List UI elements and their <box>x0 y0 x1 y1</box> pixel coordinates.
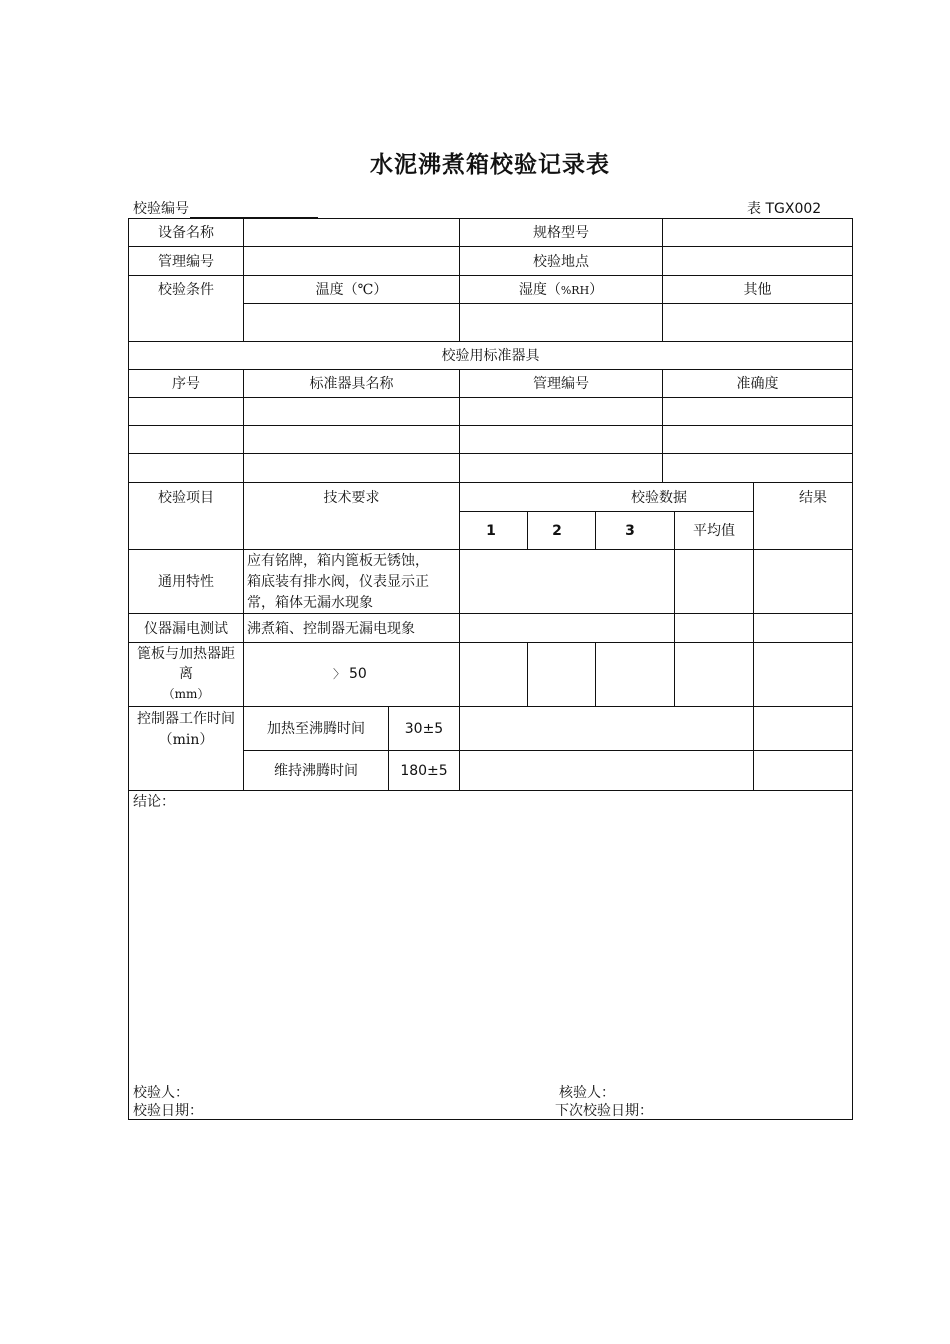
std-row-3-mgmt[interactable] <box>459 453 663 483</box>
grate-data-2-input[interactable] <box>527 642 596 707</box>
general-avg-input[interactable] <box>674 549 754 614</box>
grate-data-1-input[interactable] <box>459 642 528 707</box>
reviewer-label: 核验人： <box>559 1085 615 1101</box>
calibration-number <box>133 198 318 218</box>
grate-label: 篦板与加热器距 离 （mm） <box>128 644 244 704</box>
heat-result-input[interactable] <box>753 706 853 751</box>
std-col-mgmt: 管理编号 <box>533 376 589 392</box>
boil-label: 维持沸腾时间 <box>274 763 358 779</box>
temperature-label: 温度（℃） <box>315 282 388 298</box>
calib-site-input[interactable] <box>662 246 853 276</box>
grate-unit: （mm） <box>162 687 210 701</box>
general-label: 通用特性 <box>158 574 214 590</box>
data-col-avg: 平均值 <box>693 523 735 539</box>
form-code-value: TGX002 <box>765 201 822 217</box>
leak-label: 仪器漏电测试 <box>144 621 228 637</box>
device-name-input[interactable] <box>243 218 460 247</box>
std-row-1-mgmt[interactable] <box>459 397 663 426</box>
grate-data-3-input[interactable] <box>595 642 675 707</box>
calib-site-label: 校验地点 <box>533 254 589 270</box>
data-col-3: 3 <box>625 523 635 539</box>
std-row-3-name[interactable] <box>243 453 460 483</box>
conclusion-label: 结论： <box>133 794 175 810</box>
std-row-1-name[interactable] <box>243 397 460 426</box>
leak-result-input[interactable] <box>753 613 853 643</box>
general-result-input[interactable] <box>753 549 853 614</box>
std-row-2-name[interactable] <box>243 425 460 454</box>
leak-avg-input[interactable] <box>674 613 754 643</box>
heat-label: 加热至沸腾时间 <box>267 721 365 737</box>
form-code <box>747 198 821 218</box>
boil-data-input[interactable] <box>459 750 754 791</box>
spec-model-label: 规格型号 <box>533 225 589 241</box>
humidity-label: 湿度（%RH） <box>518 282 604 298</box>
grate-avg-input[interactable] <box>674 642 754 707</box>
standards-section-title: 校验用标准器具 <box>441 348 540 364</box>
calibration-number-label: 校验编号 <box>133 201 189 217</box>
leak-requirement: 沸煮箱、控制器无漏电现象 <box>247 621 415 637</box>
std-row-1-seq[interactable] <box>128 397 244 426</box>
temperature-input[interactable] <box>243 303 460 342</box>
general-requirement: 应有铭牌，箱内篦板无锈蚀， 箱底装有排水阀，仪表显示正 常，箱体无漏水现象 <box>247 553 429 611</box>
mgmt-no-input[interactable] <box>243 246 460 276</box>
item-col-header: 校验项目 <box>158 490 214 506</box>
general-data-input[interactable] <box>459 549 675 614</box>
mgmt-no-label: 管理编号 <box>158 254 214 270</box>
std-row-3-accuracy[interactable] <box>662 453 853 483</box>
std-row-1-accuracy[interactable] <box>662 397 853 426</box>
data-col-1: 1 <box>486 523 496 539</box>
humidity-input[interactable] <box>459 303 663 342</box>
calib-cond-label: 校验条件 <box>158 282 214 298</box>
data-col-2: 2 <box>552 523 562 539</box>
conclusion-area[interactable] <box>128 790 853 1120</box>
calibration-number-blank[interactable] <box>190 202 318 218</box>
std-row-2-mgmt[interactable] <box>459 425 663 454</box>
heat-data-input[interactable] <box>459 706 754 751</box>
req-col-header: 技术要求 <box>323 490 380 506</box>
grate-requirement: 〉 50 <box>333 666 367 682</box>
spec-model-input[interactable] <box>662 218 853 247</box>
ctrl-label: 控制器工作时间 （min） <box>137 711 235 748</box>
result-col-header: 结果 <box>799 490 827 506</box>
std-col-accuracy: 准确度 <box>736 376 779 392</box>
std-col-seq: 序号 <box>172 376 200 392</box>
inspector-label: 校验人： <box>133 1085 189 1101</box>
calibration-date-label: 校验日期： <box>133 1103 203 1119</box>
std-row-3-seq[interactable] <box>128 453 244 483</box>
data-col-header: 校验数据 <box>631 490 687 506</box>
other-input[interactable] <box>662 303 853 342</box>
form-code-label: 表 <box>747 201 761 217</box>
std-row-2-accuracy[interactable] <box>662 425 853 454</box>
std-row-2-seq[interactable] <box>128 425 244 454</box>
std-col-name: 标准器具名称 <box>309 376 394 392</box>
leak-data-input[interactable] <box>459 613 675 643</box>
device-name-label: 设备名称 <box>158 225 214 241</box>
next-calibration-date-label: 下次校验日期： <box>555 1103 653 1119</box>
boil-result-input[interactable] <box>753 750 853 791</box>
other-label: 其他 <box>743 282 772 298</box>
heat-value: 30±5 <box>404 721 444 737</box>
page-title: 水泥沸煮箱校验记录表 <box>370 151 610 178</box>
boil-value: 180±5 <box>400 763 448 779</box>
grate-result-input[interactable] <box>753 642 853 707</box>
